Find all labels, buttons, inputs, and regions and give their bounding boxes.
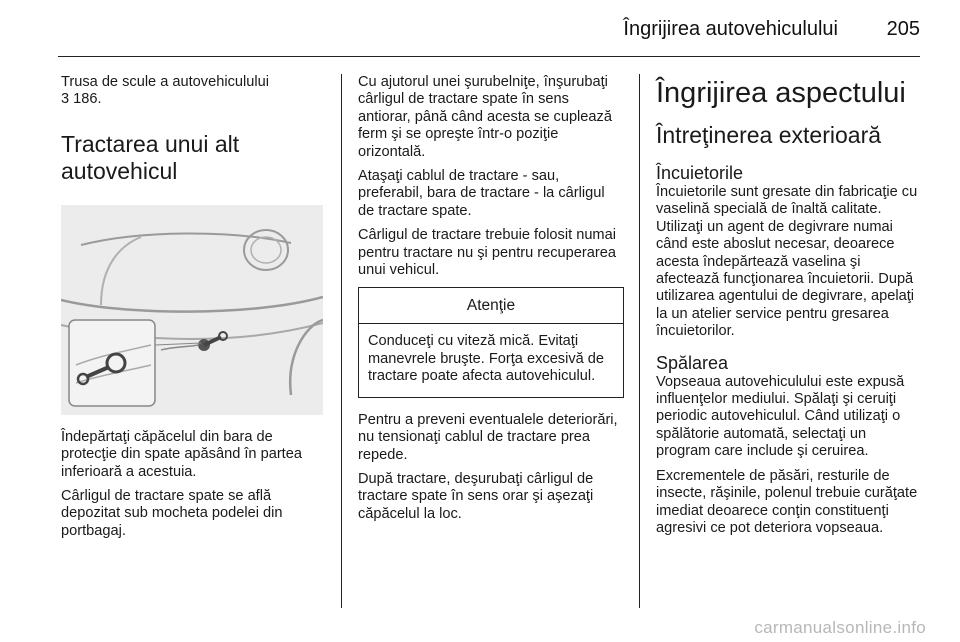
intro-line: Trusa de scule a autovehiculului <box>61 74 269 90</box>
chapter-heading: Îngrijirea aspectului <box>656 77 906 109</box>
paragraph-washing: Vopseaua autovehiculului este expusă influenţelor mediului. Spălaţi şi ceruiţi periodic autovehiculul. Când utilizaţi o spălătorie automată, selectaţi un program care include şi ceruirea. <box>656 373 905 460</box>
subsection-heading-washing: Spălarea <box>656 352 729 373</box>
paragraph-hook-location: Cârligul de tractare spate se află depozitat sub mocheta podelei din portbagaj. <box>61 488 283 539</box>
tow-hook-bumper-illustration-icon <box>61 205 323 415</box>
paragraph-bird-droppings: Excrementele de păsări, resturile de insecte, răşinile, polenul trebuie curăţate imediat deoarece conţin constituenţi agresivi ce pot deteriora vopseaua. <box>656 467 918 536</box>
paragraph-screw-hook: Cu ajutorul unei şurubelniţe, înşurubaţi cârligul de tractare spate în sens antiorar, până când acesta se cuplează ferm şi se opreşte într-o poziţie orizontală. <box>358 74 612 160</box>
tow-hook-illustration <box>61 205 323 415</box>
warning-text: Conduceţi cu viteză mică. Evitaţi manevrele bruşte. Forţa excesivă de tractare poate afecta autovehiculul. <box>368 333 605 385</box>
column-1 <box>61 74 325 547</box>
column-divider-1 <box>341 74 342 608</box>
page-header <box>58 0 920 57</box>
warning-title: Atenţie <box>359 288 623 324</box>
column-3 <box>656 74 924 544</box>
cross-reference-link[interactable]: 3 186. <box>61 91 102 108</box>
section-heading-text: Tractarea unui alt autovehicul <box>61 130 240 184</box>
section-heading-towing <box>61 131 301 185</box>
warning-box <box>358 287 624 397</box>
warning-body <box>359 324 623 396</box>
paragraph-locks: Încuietorile sunt gresate din fabricaţie cu vaselină specială de înaltă calitate. Utilizaţi un agent de degivrare numai când este aboslut necesar, deoarece acesta îndepărtează vaselina şi afectează funcţionarea încuietorii. După utilizarea agentului de degivrare, apelaţi la un atelier service pentru gresarea încuietorilor. <box>656 184 918 340</box>
column-2 <box>358 74 624 530</box>
section-heading-exterior: Întreţinerea exterioară <box>656 122 882 148</box>
page-number: 205 <box>886 18 920 40</box>
paragraph-hook-usage: Cârligul de tractare trebuie folosit numai pentru tractare nu şi pentru recuperarea unui vehicul. <box>358 227 616 279</box>
paragraph-attach-rope: Ataşaţi cablul de tractare - sau, preferabil, bara de tractare - la cârligul de tractare spate. <box>358 168 605 219</box>
column-divider-2 <box>639 74 640 608</box>
paragraph-after-towing: După tractare, deşurubaţi cârligul de tractare spate în sens orar şi aşezaţi căpăcelul la loc. <box>358 470 594 522</box>
watermark: carmanualsonline.info <box>754 618 926 637</box>
header-title: Îngrijirea autovehiculului <box>623 18 838 40</box>
subsection-heading-locks: Încuietorile <box>656 163 744 183</box>
paragraph-prevent-damage: Pentru a preveni eventualele deteriorări, nu tensionaţi cablul de tractare prea repede. <box>358 411 618 463</box>
paragraph-remove-cap: Îndepărtaţi căpăcelul din bara de protecţie din spate apăsând în partea inferioară a acestuia. <box>61 428 302 480</box>
